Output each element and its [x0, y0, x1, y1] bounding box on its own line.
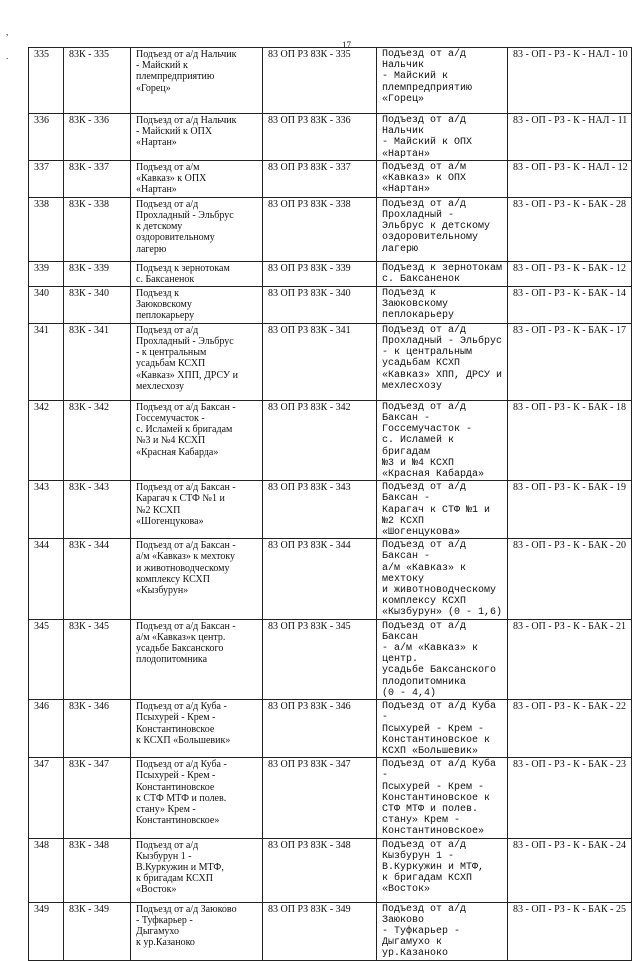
road-register-table	[28, 47, 632, 961]
road-name-alt-cell: Подъезд от а/д Куба - Псыхурей - Крем - Константиновское к СТФ МТФ и полев. стану» Крем - Константиновское»	[377, 758, 508, 838]
identifier-cell: 83 - ОП - РЗ - К - НАЛ - 11	[508, 114, 632, 161]
registry-number-cell: 83 ОП РЗ 83К - 346	[263, 700, 377, 758]
road-name-cell: Подъезд от а/д Кызбурун 1 - В.Куркужин и МТФ, к бригадам КСХП «Восток»	[131, 838, 263, 902]
road-name-alt-cell: Подъезд от а/м «Кавказ» к ОПХ «Нартан»	[377, 160, 508, 197]
road-name-cell: Подъезд от а/д Нальчик - Майский к племпредприятию «Горец»	[131, 48, 263, 114]
registry-number-cell: 83 ОП РЗ 83К - 338	[263, 197, 377, 261]
road-name-alt-cell: Подъезд от а/д Баксан - Госсемучасток - с. Исламей к бригадам №3 и №4 КСХП «Красная Кабарда»	[377, 400, 508, 480]
road-name-cell: Подъезд от а/д Баксан - а/м «Кавказ» к мехтоку и животноводческому комплексу КСХП «Кызбурун»	[131, 539, 263, 619]
row-number-cell: 341	[29, 323, 64, 400]
road-code-cell: 83К - 349	[64, 902, 131, 960]
registry-number-cell: 83 ОП РЗ 83К - 349	[263, 902, 377, 960]
registry-number-cell: 83 ОП РЗ 83К - 343	[263, 481, 377, 539]
row-number-cell: 349	[29, 902, 64, 960]
table-row	[29, 400, 632, 480]
registry-number-cell: 83 ОП РЗ 83К - 337	[263, 160, 377, 197]
row-number-cell: 346	[29, 700, 64, 758]
table-row	[29, 758, 632, 838]
table-row	[29, 114, 632, 161]
row-number-cell: 338	[29, 197, 64, 261]
table-row	[29, 197, 632, 261]
road-code-cell: 83К - 342	[64, 400, 131, 480]
row-number-cell: 340	[29, 286, 64, 323]
road-name-cell: Подъезд от а/д Баксан - Госсемучасток - с. Исламей к бригадам №3 и №4 КСХП «Красная Кабарда»	[131, 400, 263, 480]
table-row	[29, 838, 632, 902]
identifier-cell: 83 - ОП - РЗ - К - БАК - 12	[508, 261, 632, 286]
row-number-cell: 343	[29, 481, 64, 539]
identifier-cell: 83 - ОП - РЗ - К - БАК - 22	[508, 700, 632, 758]
road-code-cell: 83К - 347	[64, 758, 131, 838]
road-name-cell: Подъезд от а/д Прохладный - Эльбрус к детскому оздоровительному лагерю	[131, 197, 263, 261]
row-number-cell: 348	[29, 838, 64, 902]
road-code-cell: 83К - 339	[64, 261, 131, 286]
road-name-alt-cell: Подъезд от а/д Прохладный - Эльбрус к детскому оздоровительному лагерю	[377, 197, 508, 261]
road-name-cell: Подъезд от а/д Прохладный - Эльбрус - к центральным усадьбам КСХП «Кавказ» ХПП, ДРСУ и мехлесхозу	[131, 323, 263, 400]
page-number: 17	[342, 40, 351, 50]
road-name-cell: Подъезд от а/д Заюково - Туфкарьер - Дыгамухо к ур.Казаноко	[131, 902, 263, 960]
registry-number-cell: 83 ОП РЗ 83К - 345	[263, 619, 377, 699]
road-name-alt-cell: Подъезд от а/д Баксан - Карагач к СТФ №1 и №2 КСХП «Шогенцукова»	[377, 481, 508, 539]
row-number-cell: 339	[29, 261, 64, 286]
road-name-alt-cell: Подъезд к Заюковскому пеплокарьеру	[377, 286, 508, 323]
table-row	[29, 323, 632, 400]
row-number-cell: 345	[29, 619, 64, 699]
margin-comma-mark: ,	[6, 27, 9, 37]
registry-number-cell: 83 ОП РЗ 83К - 341	[263, 323, 377, 400]
road-name-alt-cell: Подъезд от а/д Кызбурун 1 - В.Куркужин и МТФ, к бригадам КСХП «Восток»	[377, 838, 508, 902]
road-code-cell: 83К - 335	[64, 48, 131, 114]
road-code-cell: 83К - 340	[64, 286, 131, 323]
road-code-cell: 83К - 345	[64, 619, 131, 699]
table-row	[29, 160, 632, 197]
identifier-cell: 83 - ОП - РЗ - К - БАК - 17	[508, 323, 632, 400]
registry-number-cell: 83 ОП РЗ 83К - 344	[263, 539, 377, 619]
road-name-alt-cell: Подъезд к зернотокам с. Баксаненок	[377, 261, 508, 286]
identifier-cell: 83 - ОП - РЗ - К - НАЛ - 10	[508, 48, 632, 114]
road-code-cell: 83К - 344	[64, 539, 131, 619]
row-number-cell: 347	[29, 758, 64, 838]
road-name-cell: Подъезд от а/д Баксан - Карагач к СТФ №1 и №2 КСХП «Шогенцукова»	[131, 481, 263, 539]
identifier-cell: 83 - ОП - РЗ - К - НАЛ - 12	[508, 160, 632, 197]
registry-number-cell: 83 ОП РЗ 83К - 347	[263, 758, 377, 838]
identifier-cell: 83 - ОП - РЗ - К - БАК - 28	[508, 197, 632, 261]
table-row	[29, 48, 632, 114]
table-row	[29, 619, 632, 699]
road-name-cell: Подъезд от а/д Куба - Псыхурей - Крем - Константиновское к СТФ МТФ и полев. стану» Крем - Константиновское»	[131, 758, 263, 838]
identifier-cell: 83 - ОП - РЗ - К - БАК - 20	[508, 539, 632, 619]
table-row	[29, 481, 632, 539]
registry-number-cell: 83 ОП РЗ 83К - 335	[263, 48, 377, 114]
registry-number-cell: 83 ОП РЗ 83К - 336	[263, 114, 377, 161]
road-name-cell: Подъезд от а/д Баксан - а/м «Кавказ»к центр. усадьбе Баксанского плодопитомника	[131, 619, 263, 699]
road-code-cell: 83К - 338	[64, 197, 131, 261]
row-number-cell: 336	[29, 114, 64, 161]
road-name-cell: Подъезд от а/д Куба - Псыхурей - Крем - Константиновское к КСХП «Большевик»	[131, 700, 263, 758]
identifier-cell: 83 - ОП - РЗ - К - БАК - 25	[508, 902, 632, 960]
identifier-cell: 83 - ОП - РЗ - К - БАК - 24	[508, 838, 632, 902]
row-number-cell: 337	[29, 160, 64, 197]
row-number-cell: 342	[29, 400, 64, 480]
table-body	[29, 48, 632, 961]
identifier-cell: 83 - ОП - РЗ - К - БАК - 14	[508, 286, 632, 323]
road-name-alt-cell: Подъезд от а/д Баксан - а/м «Кавказ» к центр. усадьбе Баксанского плодопитомника (0 - 4,4)	[377, 619, 508, 699]
registry-number-cell: 83 ОП РЗ 83К - 348	[263, 838, 377, 902]
identifier-cell: 83 - ОП - РЗ - К - БАК - 19	[508, 481, 632, 539]
table-row	[29, 902, 632, 960]
row-number-cell: 335	[29, 48, 64, 114]
registry-number-cell: 83 ОП РЗ 83К - 340	[263, 286, 377, 323]
road-code-cell: 83К - 343	[64, 481, 131, 539]
table-row	[29, 261, 632, 286]
road-code-cell: 83К - 336	[64, 114, 131, 161]
table-row	[29, 700, 632, 758]
road-name-alt-cell: Подъезд от а/д Нальчик - Майский к племпредприятию «Горец»	[377, 48, 508, 114]
road-name-cell: Подъезд от а/м «Кавказ» к ОПХ «Нартан»	[131, 160, 263, 197]
identifier-cell: 83 - ОП - РЗ - К - БАК - 21	[508, 619, 632, 699]
road-code-cell: 83К - 346	[64, 700, 131, 758]
road-code-cell: 83К - 341	[64, 323, 131, 400]
road-name-cell: Подъезд от а/д Нальчик - Майский к ОПХ «Нартан»	[131, 114, 263, 161]
row-number-cell: 344	[29, 539, 64, 619]
road-name-alt-cell: Подъезд от а/д Куба - Псыхурей - Крем - Константиновское к КСХП «Большевик»	[377, 700, 508, 758]
registry-number-cell: 83 ОП РЗ 83К - 339	[263, 261, 377, 286]
road-code-cell: 83К - 337	[64, 160, 131, 197]
margin-dot-mark: .	[6, 51, 9, 61]
road-name-cell: Подъезд к Заюковскому пеплокарьеру	[131, 286, 263, 323]
identifier-cell: 83 - ОП - РЗ - К - БАК - 23	[508, 758, 632, 838]
identifier-cell: 83 - ОП - РЗ - К - БАК - 18	[508, 400, 632, 480]
table-row	[29, 539, 632, 619]
road-name-alt-cell: Подъезд от а/д Заюково - Туфкарьер - Дыгамухо к ур.Казаноко	[377, 902, 508, 960]
road-name-cell: Подъезд к зернотокам с. Баксаненок	[131, 261, 263, 286]
road-name-alt-cell: Подъезд от а/д Нальчик - Майский к ОПХ «Нартан»	[377, 114, 508, 161]
road-code-cell: 83К - 348	[64, 838, 131, 902]
road-name-alt-cell: Подъезд от а/д Прохладный - Эльбрус - к центральным усадьбам КСХП «Кавказ» ХПП, ДРСУ и мехлесхозу	[377, 323, 508, 400]
table-row	[29, 286, 632, 323]
road-name-alt-cell: Подъезд от а/д Баксан - а/м «Кавказ» к мехтоку и животноводческому комплексу КСХП «Кызбурун» (0 - 1,6)	[377, 539, 508, 619]
registry-number-cell: 83 ОП РЗ 83К - 342	[263, 400, 377, 480]
